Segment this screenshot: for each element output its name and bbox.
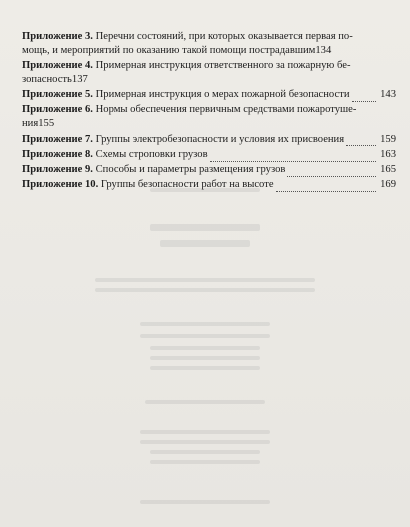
toc-entry-first-line [22, 59, 396, 73]
toc-entry-first-line [22, 30, 396, 44]
toc-entry-line [22, 88, 396, 102]
toc-entry-title-cont: зопасность [22, 73, 72, 85]
toc-entry-continuation [22, 73, 396, 87]
toc-entry-label: Приложение 9. [22, 164, 93, 176]
toc-entry-appendix-9 [22, 163, 396, 177]
toc-entry-title: Примерная инструкция ответственного за пожарную бе- [92, 60, 351, 72]
toc-page-number: 163 [380, 148, 396, 160]
dot-leader [346, 136, 376, 146]
toc-entry-title: Нормы обеспечения первичным средствами пожаротуше- [92, 104, 357, 116]
toc-entry-title: Способы и параметры размещения грузов [92, 164, 286, 176]
toc-entry-label: Приложение 4. [22, 60, 93, 72]
toc-entry-title: Группы безопасности работ на высоте [98, 179, 274, 191]
toc-entry-appendix-5 [22, 88, 396, 102]
toc-entry-title-cont: мощь, и мероприятий по оказанию такой помощи пострадавшим [22, 44, 316, 56]
toc-page-number: 134 [315, 44, 332, 56]
toc-entry-title: Перечни состояний, при которых оказывается первая по- [92, 31, 353, 42]
toc-page-number: 165 [380, 164, 396, 176]
toc-page-number: 137 [71, 73, 88, 85]
toc-entry-line [22, 133, 396, 147]
toc-entry-label: Приложение 5. [22, 89, 93, 101]
toc-entry-line [22, 163, 396, 177]
toc-entry-appendix-7 [22, 133, 396, 147]
toc-entry-title: Группы электробезопасности и условия их присвоения [92, 133, 345, 145]
toc-entry-title: Примерная инструкция о мерах пожарной безопасности [92, 89, 350, 101]
toc-entry-label: Приложение 6. [22, 104, 93, 116]
toc-entry-label: Приложение 3. [22, 31, 93, 42]
toc-entry-appendix-6 [22, 103, 396, 131]
toc-entry-title-cont: ния [22, 118, 39, 130]
toc-entry-appendix-3 [22, 30, 396, 58]
toc-page-number: 143 [380, 89, 396, 101]
toc-entry-label: Приложение 8. [22, 148, 93, 160]
toc-entry-continuation [22, 44, 396, 58]
toc-entry-line [22, 178, 396, 192]
toc-entry-appendix-4 [22, 59, 396, 87]
toc-page-number: 155 [38, 118, 55, 130]
dot-leader [352, 92, 377, 102]
toc-entry-label: Приложение 10. [22, 179, 99, 191]
dot-leader [210, 152, 376, 162]
toc-entry-continuation [22, 117, 396, 131]
toc-entry-title: Схемы строповки грузов [92, 148, 208, 160]
toc-entry-appendix-8 [22, 148, 396, 162]
dot-leader [276, 182, 376, 192]
toc-entry-line [22, 148, 396, 162]
toc-entry-first-line [22, 103, 396, 117]
toc-page-number: 159 [380, 133, 396, 145]
table-of-contents [22, 30, 396, 194]
toc-page-number: 169 [380, 179, 396, 191]
toc-entry-label: Приложение 7. [22, 133, 93, 145]
dot-leader [287, 167, 376, 177]
toc-entry-appendix-10 [22, 178, 396, 192]
